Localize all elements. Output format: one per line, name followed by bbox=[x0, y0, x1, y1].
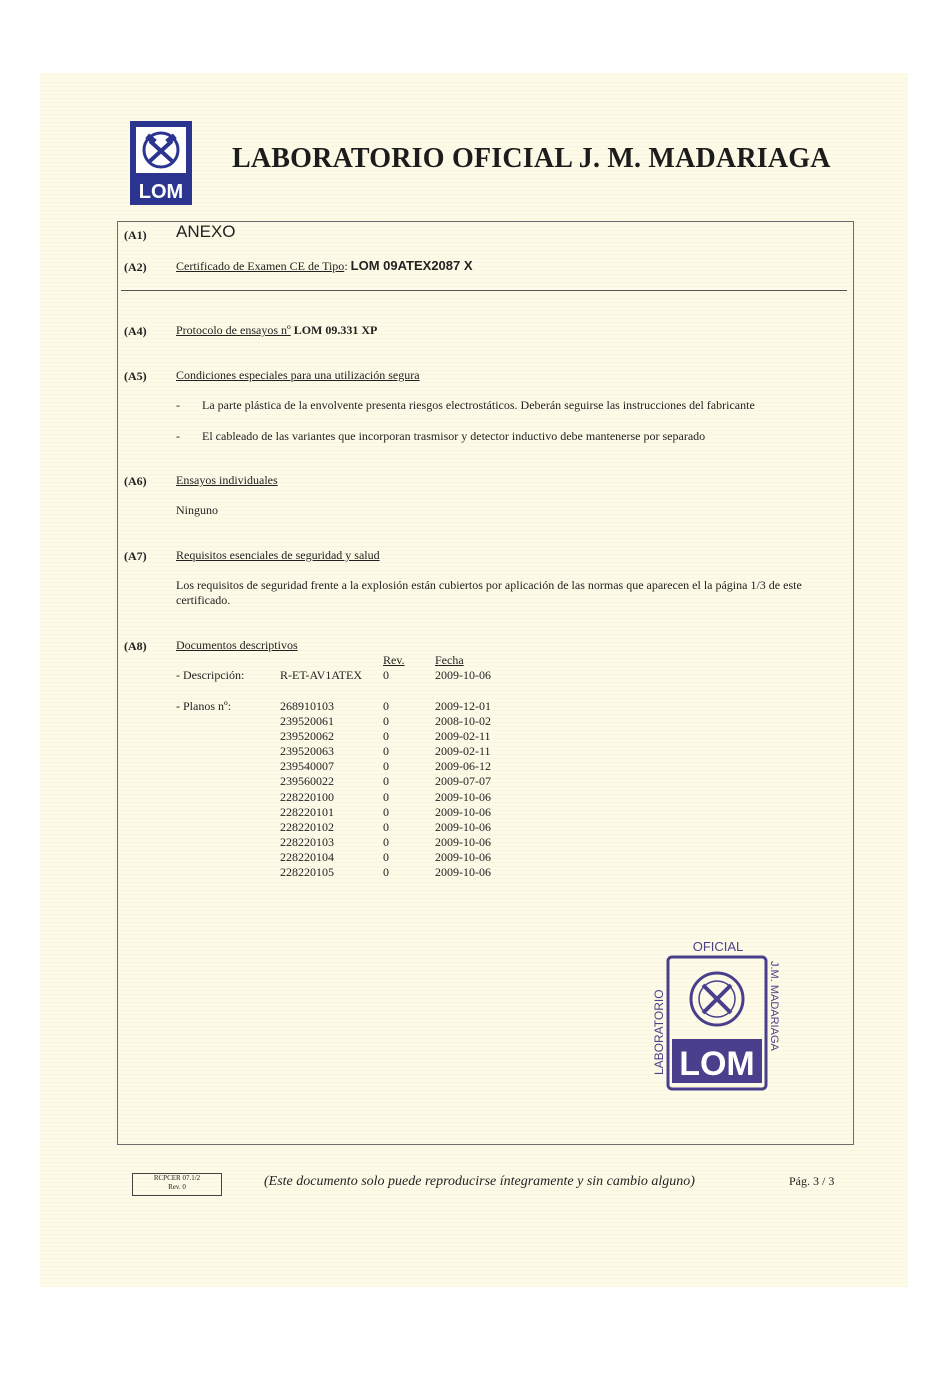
section-code-a6: (A6) bbox=[124, 474, 147, 488]
section-code-a2: (A2) bbox=[124, 260, 147, 274]
section-code-a7: (A7) bbox=[124, 549, 147, 563]
laboratory-title: LABORATORIO OFICIAL J. M. MADARIAGA bbox=[232, 143, 831, 174]
column-header-rev: Rev. bbox=[383, 653, 405, 667]
form-code-box bbox=[132, 1173, 222, 1196]
description-doc: R-ET-AV1ATEX bbox=[280, 668, 363, 682]
protocol-line bbox=[176, 323, 377, 338]
official-stamp bbox=[648, 937, 786, 1093]
protocol-label: Protocolo de ensayos nº bbox=[176, 323, 291, 337]
plano-rev: 0 bbox=[383, 744, 389, 759]
plano-fecha: 2009-10-06 bbox=[435, 849, 491, 864]
plano-rev: 0 bbox=[383, 834, 389, 849]
plano-fecha: 2009-02-11 bbox=[435, 744, 491, 759]
plano-doc: 239560022 bbox=[280, 774, 334, 789]
column-header-fecha: Fecha bbox=[435, 653, 464, 667]
descriptive-documents-title: Documentos descriptivos bbox=[176, 638, 298, 652]
form-code: RCPCER 07.1/2 bbox=[153, 1174, 201, 1182]
plano-fecha: 2009-07-07 bbox=[435, 774, 491, 789]
special-condition-item: El cableado de las variantes que incorporan trasmisor y detector inductivo debe mantenerse por separado bbox=[202, 429, 706, 443]
safety-requirements-text: Los requisitos de seguridad frente a la explosión están cubiertos por aplicación de las normas que aparecen el la página 1/3 de este certificado. bbox=[176, 578, 802, 607]
planos-label: - Planos nº: bbox=[176, 699, 232, 713]
certificate-label: Certificado de Examen CE de Tipo bbox=[176, 259, 345, 273]
plano-fecha: 2008-10-02 bbox=[435, 714, 491, 729]
special-conditions-title: Condiciones especiales para una utilización segura bbox=[176, 368, 420, 382]
plano-fecha: 2009-06-12 bbox=[435, 759, 491, 774]
planos-doc-column bbox=[280, 699, 334, 880]
individual-tests-title: Ensayos individuales bbox=[176, 473, 278, 487]
logo-text: LOM bbox=[138, 181, 184, 203]
plano-rev: 0 bbox=[383, 849, 389, 864]
plano-fecha: 2009-10-06 bbox=[435, 819, 491, 834]
plano-doc: 228220100 bbox=[280, 789, 334, 804]
page-number: Pág. 3 / 3 bbox=[789, 1174, 835, 1188]
plano-doc: 228220102 bbox=[280, 819, 334, 834]
plano-fecha: 2009-12-01 bbox=[435, 699, 491, 713]
reproduction-notice: (Este documento solo puede reproducirse íntegramente y sin cambio alguno) bbox=[264, 1174, 695, 1189]
description-label: - Descripción: bbox=[176, 668, 245, 682]
annex-title: ANEXO bbox=[176, 222, 236, 241]
individual-tests-text: Ninguno bbox=[176, 503, 218, 517]
plano-doc: 239520061 bbox=[280, 714, 334, 729]
plano-rev: 0 bbox=[383, 714, 389, 729]
certificate-line: Certificado de Examen CE de Tipo: LOM 09ATEX2087 X bbox=[176, 258, 473, 273]
plano-doc: 228220101 bbox=[280, 804, 334, 819]
section-code-a8: (A8) bbox=[124, 639, 147, 653]
description-rev: 0 bbox=[383, 668, 389, 682]
plano-doc: 228220103 bbox=[280, 834, 334, 849]
section-divider bbox=[121, 290, 847, 291]
description-fecha: 2009-10-06 bbox=[435, 668, 491, 682]
stamp-top-text: OFICIAL bbox=[692, 939, 744, 954]
plano-fecha: 2009-10-06 bbox=[435, 804, 491, 819]
plano-doc: 268910103 bbox=[280, 699, 334, 713]
plano-rev: 0 bbox=[383, 789, 389, 804]
planos-rev-column bbox=[383, 699, 389, 880]
lom-logo bbox=[130, 121, 192, 205]
plano-doc: 228220105 bbox=[280, 865, 334, 880]
protocol-number: LOM 09.331 XP bbox=[293, 323, 378, 337]
stamp-left-text: LABORATORIO bbox=[652, 989, 666, 1075]
planos-fecha-column bbox=[435, 699, 491, 880]
plano-fecha: 2009-10-06 bbox=[435, 865, 491, 880]
plano-fecha: 2009-02-11 bbox=[435, 729, 491, 744]
plano-rev: 0 bbox=[383, 699, 389, 713]
plano-rev: 0 bbox=[383, 759, 389, 774]
form-revision: Rev. 0 bbox=[168, 1183, 186, 1191]
plano-rev: 0 bbox=[383, 804, 389, 819]
section-code-a5: (A5) bbox=[124, 369, 147, 383]
certificate-number: LOM 09ATEX2087 X bbox=[350, 258, 473, 273]
plano-fecha: 2009-10-06 bbox=[435, 834, 491, 849]
special-condition-item: La parte plástica de la envolvente presenta riesgos electrostáticos. Deberán seguirse las instrucciones del fabricante bbox=[202, 398, 755, 412]
plano-doc: 239520062 bbox=[280, 729, 334, 744]
plano-fecha: 2009-10-06 bbox=[435, 789, 491, 804]
plano-rev: 0 bbox=[383, 729, 389, 744]
plano-doc: 228220104 bbox=[280, 849, 334, 864]
bullet-dash: - bbox=[176, 429, 180, 443]
plano-doc: 239540007 bbox=[280, 759, 334, 774]
section-code-a4: (A4) bbox=[124, 324, 147, 338]
plano-rev: 0 bbox=[383, 819, 389, 834]
plano-doc: 239520063 bbox=[280, 744, 334, 759]
safety-requirements-title: Requisitos esenciales de seguridad y salud bbox=[176, 548, 380, 562]
plano-rev: 0 bbox=[383, 774, 389, 789]
stamp-right-text: J.M. MADARIAGA bbox=[768, 961, 780, 1051]
section-code-a1: (A1) bbox=[124, 228, 147, 242]
plano-rev: 0 bbox=[383, 865, 389, 880]
stamp-center-text: LOM bbox=[679, 1045, 755, 1083]
bullet-dash: - bbox=[176, 398, 180, 412]
